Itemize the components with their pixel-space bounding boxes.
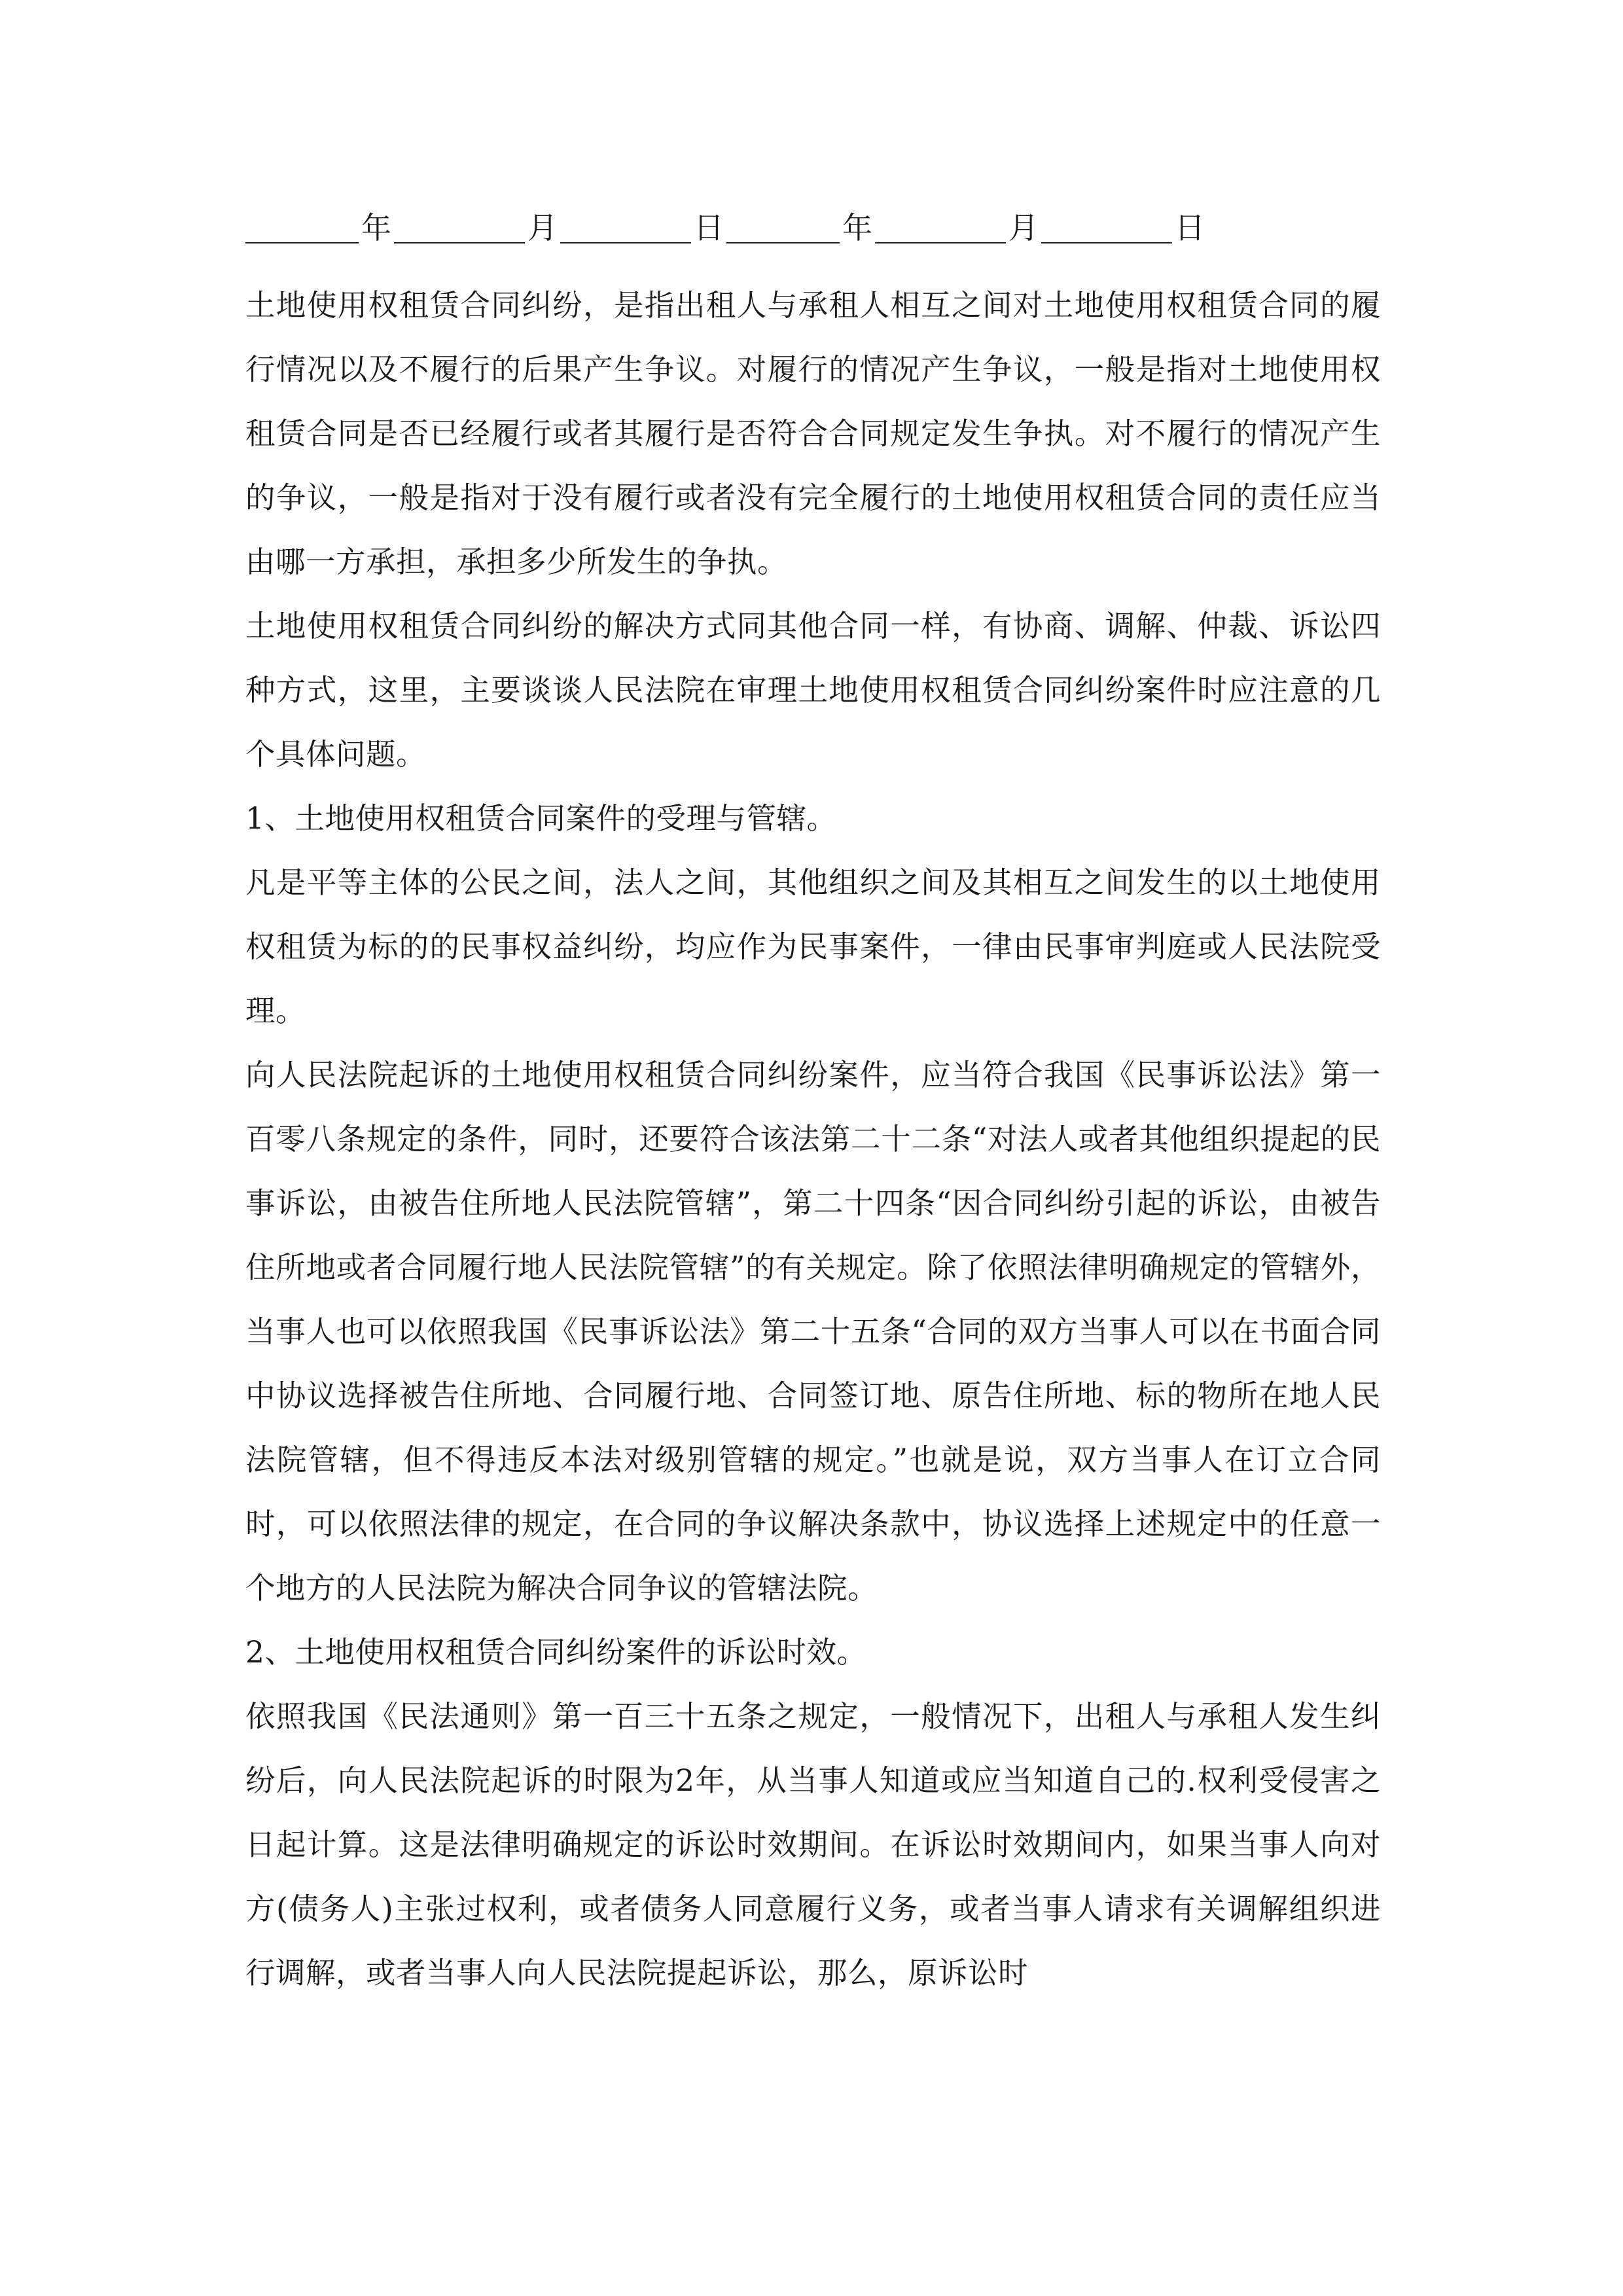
paragraph-definition: 土地使用权租赁合同纠纷，是指出租人与承租人相互之间对土地使用权租赁合同的履行情况以及不履行的后果产生争议。对履行的情况产生争议，一般是指对土地使用权租赁合同是否已经履行或者其履行是否符合合同规定发生争执。对不履行的情况产生的争议，一般是指对于没有履行或者没有完全履行的土地使用权租赁合同的责任应当由哪一方承担，承担多少所发生的争执。: [245, 288, 1381, 579]
date-unit-year-1: 年: [361, 210, 391, 245]
date-unit-month-1: 月: [527, 210, 558, 245]
paragraph-resolution-methods: 土地使用权租赁合同纠纷的解决方式同其他合同一样，有协商、调解、仲裁、诉讼四种方式，这里，主要谈谈人民法院在审理土地使用权租赁合同纠纷案件时应注意的几个具体问题。: [245, 609, 1381, 772]
blank-day-1[interactable]: [560, 211, 691, 243]
paragraph-limitation: 依照我国《民法通则》第一百三十五条之规定，一般情况下，出租人与承租人发生纠纷后，向人民法院起诉的时限为2年，从当事人知道或应当知道自己的.权利受侵害之日起计算。这是法律明确规定的诉讼时效期间。在诉讼时效期间内，如果当事人向对方(债务人)主张过权利，或者债务人同意履行义务，或者当事人请求有关调解组织进行调解，或者当事人向人民法院提起诉讼，那么，原诉讼时: [245, 1699, 1381, 1990]
blank-month-2[interactable]: [875, 211, 1006, 243]
paragraph-jurisdiction: 向人民法院起诉的土地使用权租赁合同纠纷案件，应当符合我国《民事诉讼法》第一百零八条规定的条件，同时，还要符合该法第二十二条“对法人或者其他组织提起的民事诉讼，由被告住所地人民法院管辖”，第二十四条“因合同纠纷引起的诉讼，由被告住所地或者合同履行地人民法院管辖”的有关规定。除了依照法律明确规定的管辖外，当事人也可以依照我国《民事诉讼法》第二十五条“合同的双方当事人可以在书面合同中协议选择被告住所地、合同履行地、合同签订地、原告住所地、标的物所在地人民法院管辖，但不得违反本法对级别管辖的规定。”也就是说，双方当事人在订立合同时，可以依照法律的规定，在合同的争议解决条款中，协议选择上述规定中的任意一个地方的人民法院为解决合同争议的管辖法院。: [245, 1058, 1381, 1605]
date-unit-month-2: 月: [1008, 210, 1039, 245]
blank-month-1[interactable]: [394, 211, 525, 243]
blank-year-1[interactable]: [245, 211, 359, 243]
date-unit-day-2: 日: [1175, 210, 1205, 245]
section-heading-limitation: 2、土地使用权租赁合同纠纷案件的诉讼时效。: [245, 1635, 867, 1670]
date-unit-year-2: 年: [842, 210, 872, 245]
blank-year-2[interactable]: [726, 211, 840, 243]
document-page: [245, 208, 1381, 2005]
date-unit-day-1: 日: [694, 210, 724, 245]
date-line: [245, 208, 1381, 247]
section-heading-jurisdiction: 1、土地使用权租赁合同案件的受理与管辖。: [245, 801, 837, 836]
blank-day-2[interactable]: [1041, 211, 1172, 243]
paragraph-acceptance: 凡是平等主体的公民之间，法人之间，其他组织之间及其相互之间发生的以土地使用权租赁为标的的民事权益纠纷，均应作为民事案件，一律由民事审判庭或人民法院受理。: [245, 865, 1381, 1028]
